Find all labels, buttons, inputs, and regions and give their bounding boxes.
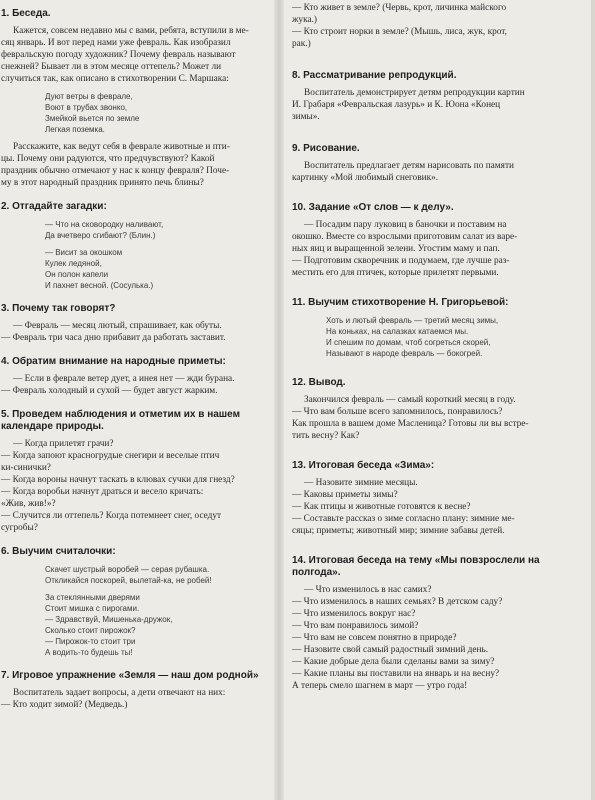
paragraph: — Февраль — месяц лютый, спрашивает, как обуты. — Февраль три часа дню прибавит да работать заставит. [1,321,226,343]
section-title: 13. Итоговая беседа «Зима»: [292,460,435,471]
section-words-to-deeds [292,202,591,279]
section-title: 2. Отгадайте загадки: [1,201,107,212]
continued-questions [292,2,591,50]
poem: Хоть и лютый февраль — третий месяц зимы, На коньках, на салазках катаемся мы. И спешим по домам, чтоб согреться скорей, Называют в народе февраль — бокогрей. [326,316,499,358]
section-title: 14. Итоговая беседа на тему «Мы повзрослели на полгода». [292,555,540,578]
paragraph: — Назовите зимние месяцы. — Каковы приметы зимы? — Как птицы и животные готовятся к весне? — Составьте рассказ о зиме согласно плану: зимние ме- сяцы; приметы; животный мир; зимние забавы детей. [292,478,515,536]
paragraph: Воспитатель демонстрирует детям репродукции картин И. Грабаря «Февральская лазурь» и К. Юона «Конец зимы». [292,88,525,122]
section-drawing [292,143,591,184]
section-conclusion [292,377,591,442]
right-column [282,0,595,800]
riddle: — Висит за окошком Кулек ледяной, Он полон капели И пахнет весной. (Сосулька.) [45,248,154,290]
section-sayings [1,303,276,344]
paragraph: Закончился февраль — самый короткий месяц в году. — Что вам больше всего запомнилось, понравилось? Как прошла в вашем доме Масленица? Готовы ли вы встре- тить весну? Как? [292,395,529,441]
page-edge [591,0,595,800]
section-title: 4. Обратим внимание на народные приметы: [1,356,226,367]
section-title: 10. Задание «От слов — к делу». [292,202,454,213]
section-riddles [1,201,276,291]
section-title: 5. Проведем наблюдения и отметим их в нашем календаре природы. [1,409,240,432]
paragraph: Воспитатель задает вопросы, а дети отвечают на них: — Кто ходит зимой? (Медведь.) [1,688,226,710]
section-title: 11. Выучим стихотворение Н. Григорьевой: [292,297,509,308]
counting-rhyme: Скачет шустрый воробей — серая рубашка. Откликайся поскорей, вылетай-ка, не робей! [45,565,212,585]
paragraph: — Когда прилетят грачи? — Когда запоют красногрудые снегири и веселые птич ки-синички? — Когда вороны начнут таскать в клювах сучки для гнезд? — Когда воробьи начнут драться и весело кричать: «Жив, жив!»? — Случится ли оттепель? Когда потемнеет снег, оседут сугробы? [1,439,235,533]
section-reproductions [292,70,591,123]
section-game-exercise [1,670,276,711]
paragraph: — Что изменилось в нас самих? — Что изменилось в наших семьях? В детском саду? — Что изменилось вокруг нас? — Что вам понравилось зимой? — Что вам не совсем понятно в природе? — Назовите свой самый радостный зимний день. — Какие добрые дела были сделаны вами за зиму? — Какие планы вы поставили на январь и на весну? А теперь смело шагнем в март — утро года! [292,585,503,691]
poem: Дуют ветры в феврале, Воют в трубах звонко, Змейкой вьется по земле Легкая поземка. [45,92,140,134]
paragraph: Воспитатель предлагает детям нарисовать по памяти картинку «Мой любимый снеговик». [292,161,514,183]
section-folk-signs [1,356,276,397]
section-title: 7. Игровое упражнение «Земля — наш дом родной» [1,670,259,681]
paragraph: Кажется, совсем недавно мы с вами, ребята, вступили в ме- сяц январь. И вот перед нами уже февраль. Как изобразил февральскую погоду художник? Почему февраль называют снежней? Бывает ли в этом месяце оттепель? Может ли случиться так, как описано в стихотворении С. Маршака: [1,26,249,84]
section-observations [1,409,276,534]
section-title: 12. Вывод. [292,377,346,388]
section-winter-summary [292,460,591,537]
section-title: 6. Выучим считалочки: [1,546,116,557]
section-title: 8. Рассматривание репродукций. [292,70,457,81]
section-half-year-summary [292,555,591,692]
section-learn-poem [292,297,591,359]
paragraph: — Кто живет в земле? (Червь, крот, личинка майского жука.) — Кто строит норки в земле? (Мышь, лиса, жук, крот, рак.) [292,3,507,49]
paragraph: — Посадим пару луковиц в баночки и поставим на окошко. Вместе со взрослыми приготовим салат из варе- ных яиц и выращенной зелени. Угостим маму и пап. — Подготовим скворечник и подумаем, где лучше раз- местить его для птичек, которые прилетят первыми. [292,220,518,278]
riddle: — Что на сковородку наливают, Да вчетверо сгибают? (Блин.) [45,220,164,240]
counting-rhyme: За стеклянными дверями Стоит мишка с пирогами. — Здравствуй, Мишенька-дружок, Сколько стоит пирожок? — Пирожок-то стоит три А водить-то будешь ты! [45,593,173,657]
section-title: 3. Почему так говорят? [1,303,116,314]
section-counting-rhymes [1,546,276,658]
left-column [0,0,276,800]
section-title: 9. Рисование. [292,143,360,154]
section-conversation [1,8,276,189]
section-title: 1. Беседа. [1,8,51,19]
paragraph: — Если в феврале ветер дует, а инея нет — жди бурана. — Февраль холодный и сухой — будет август жарким. [1,374,235,396]
paragraph: Расскажите, как ведут себя в феврале животные и пти- цы. Почему они радуются, что предчувствуют? Какой праздник обычно отмечают у нас к концу февраля? Поче- му в этот народный праздник принято печь блины? [1,142,230,188]
